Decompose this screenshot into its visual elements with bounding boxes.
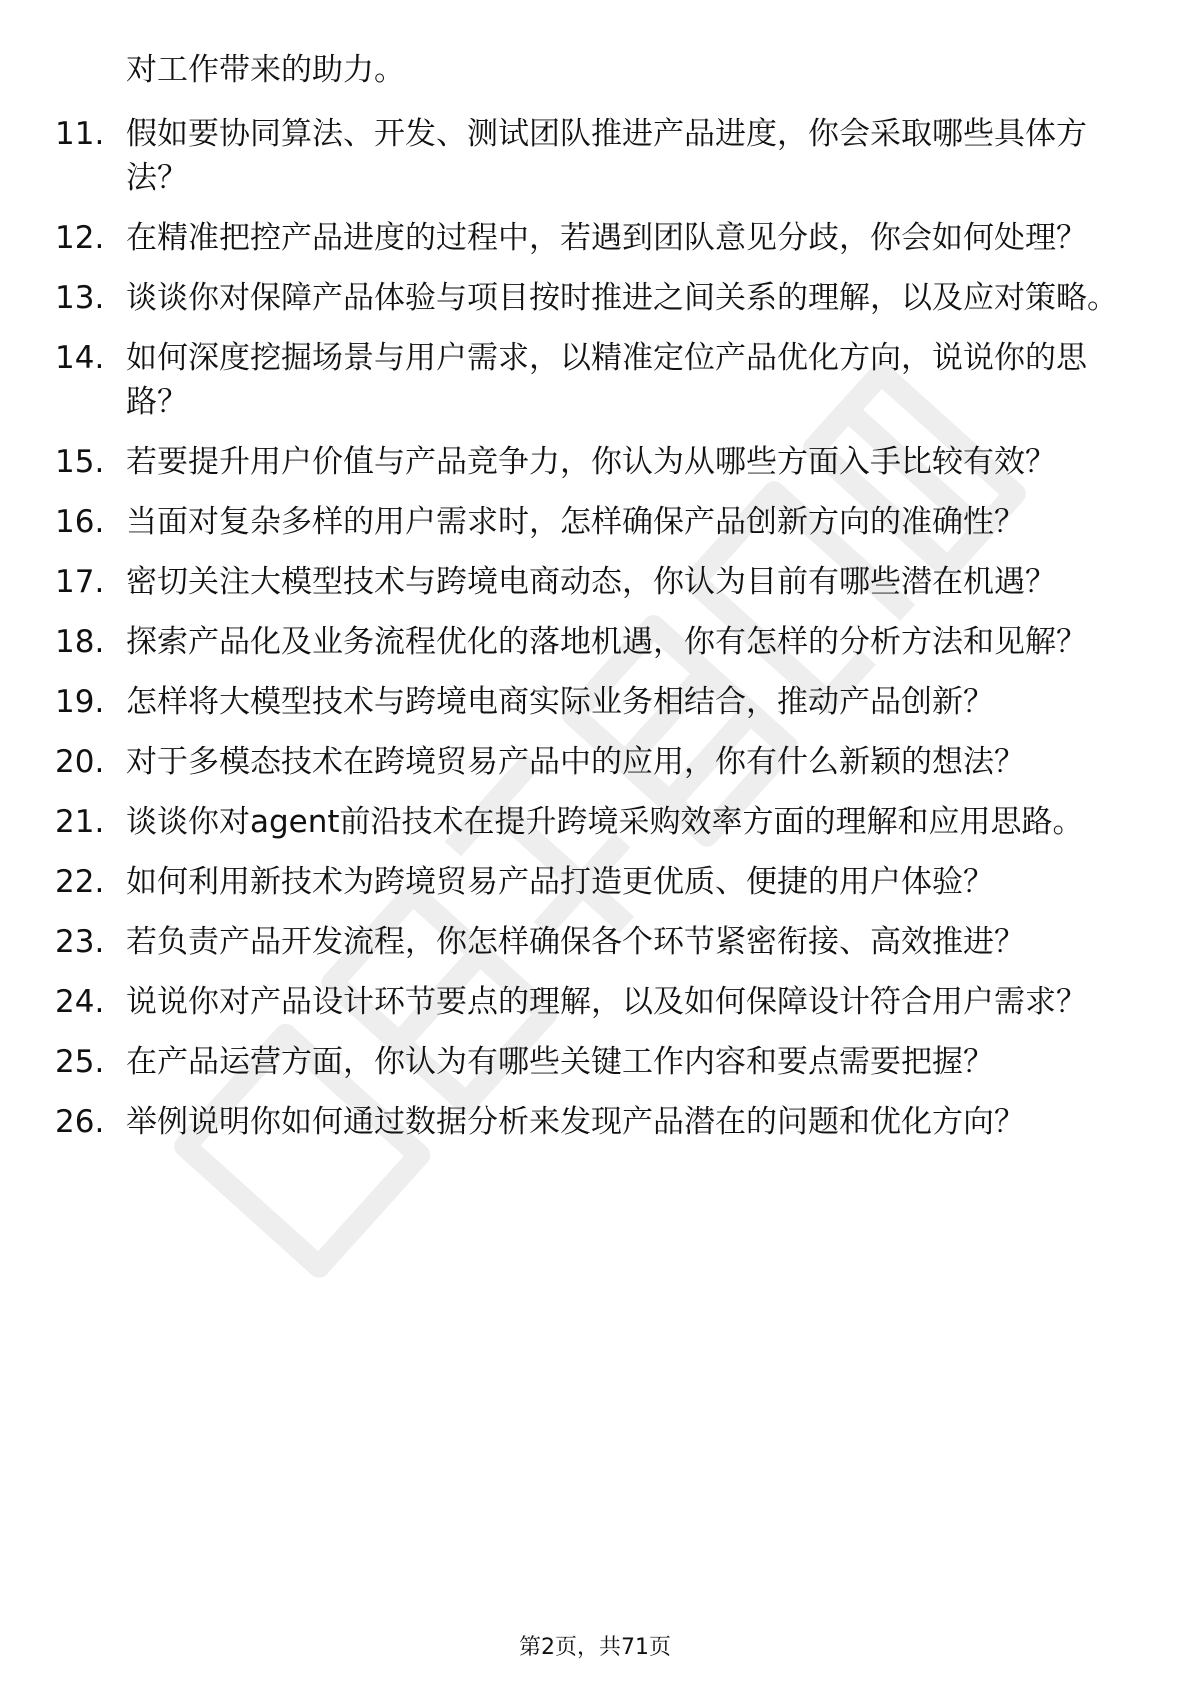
question-item [0, 1100, 1126, 1144]
question-item [0, 1040, 1126, 1084]
question-item [0, 800, 1126, 844]
question-number: 17. [55, 564, 105, 600]
question-number: 24. [55, 984, 105, 1020]
question-number: 15. [55, 444, 105, 480]
question-number: 19. [55, 684, 105, 720]
question-text: 在产品运营方面，你认为有哪些关键工作内容和要点需要把握？ [126, 1044, 994, 1080]
question-text: 对于多模态技术在跨境贸易产品中的应用，你有什么新颖的想法？ [126, 744, 1025, 780]
question-item [0, 680, 1126, 724]
question-item [0, 620, 1126, 664]
page-footer: 第2页，共71页 [519, 1635, 671, 1660]
question-number: 11. [55, 116, 105, 152]
question-item [0, 920, 1126, 964]
question-text: 举例说明你如何通过数据分析来发现产品潜在的问题和优化方向？ [126, 1104, 1025, 1140]
question-item [0, 112, 1126, 200]
question-text: 在精准把控产品进度的过程中，若遇到团队意见分歧，你会如何处理？ [126, 220, 1087, 256]
question-item [0, 440, 1126, 484]
question-item [0, 980, 1126, 1024]
question-text: 如何利用新技术为跨境贸易产品打造更优质、便捷的用户体验？ [126, 864, 994, 900]
question-number: 12. [55, 220, 105, 256]
question-text: 谈谈你对agent前沿技术在提升跨境采购效率方面的理解和应用思路。 [126, 804, 1084, 840]
question-item [0, 500, 1126, 544]
question-text: 密切关注大模型技术与跨境电商动态，你认为目前有哪些潜在机遇？ [126, 564, 1056, 600]
question-text: 当面对复杂多样的用户需求时，怎样确保产品创新方向的准确性？ [126, 504, 1025, 540]
question-item [0, 560, 1126, 604]
question-list [0, 112, 1190, 1160]
question-number: 13. [55, 280, 105, 316]
question-text: 若要提升用户价值与产品竞争力，你认为从哪些方面入手比较有效？ [126, 444, 1056, 480]
question-number: 16. [55, 504, 105, 540]
question-item [0, 276, 1126, 320]
question-number: 18. [55, 624, 105, 660]
question-item [0, 740, 1126, 784]
question-number: 22. [55, 864, 105, 900]
question-text: 探索产品化及业务流程优化的落地机遇，你有怎样的分析方法和见解？ [126, 624, 1087, 660]
question-text: 怎样将大模型技术与跨境电商实际业务相结合，推动产品创新？ [126, 684, 994, 720]
question-text: 假如要协同算法、开发、测试团队推进产品进度，你会采取哪些具体方法？ [126, 116, 1087, 196]
question-number: 23. [55, 924, 105, 960]
question-number: 14. [55, 340, 105, 376]
question-text: 如何深度挖掘场景与用户需求，以精准定位产品优化方向，说说你的思路？ [126, 340, 1087, 420]
question-number: 21. [55, 804, 105, 840]
continuation-text: 对工作带来的助力。 [126, 52, 405, 88]
question-number: 20. [55, 744, 105, 780]
question-item [0, 216, 1126, 260]
question-text: 若负责产品开发流程，你怎样确保各个环节紧密衔接、高效推进？ [126, 924, 1025, 960]
question-item [0, 336, 1126, 424]
question-number: 26. [55, 1104, 105, 1140]
question-text: 说说你对产品设计环节要点的理解，以及如何保障设计符合用户需求？ [126, 984, 1087, 1020]
question-item [0, 860, 1126, 904]
question-text: 谈谈你对保障产品体验与项目按时推进之间关系的理解，以及应对策略。 [126, 280, 1118, 316]
question-number: 25. [55, 1044, 105, 1080]
